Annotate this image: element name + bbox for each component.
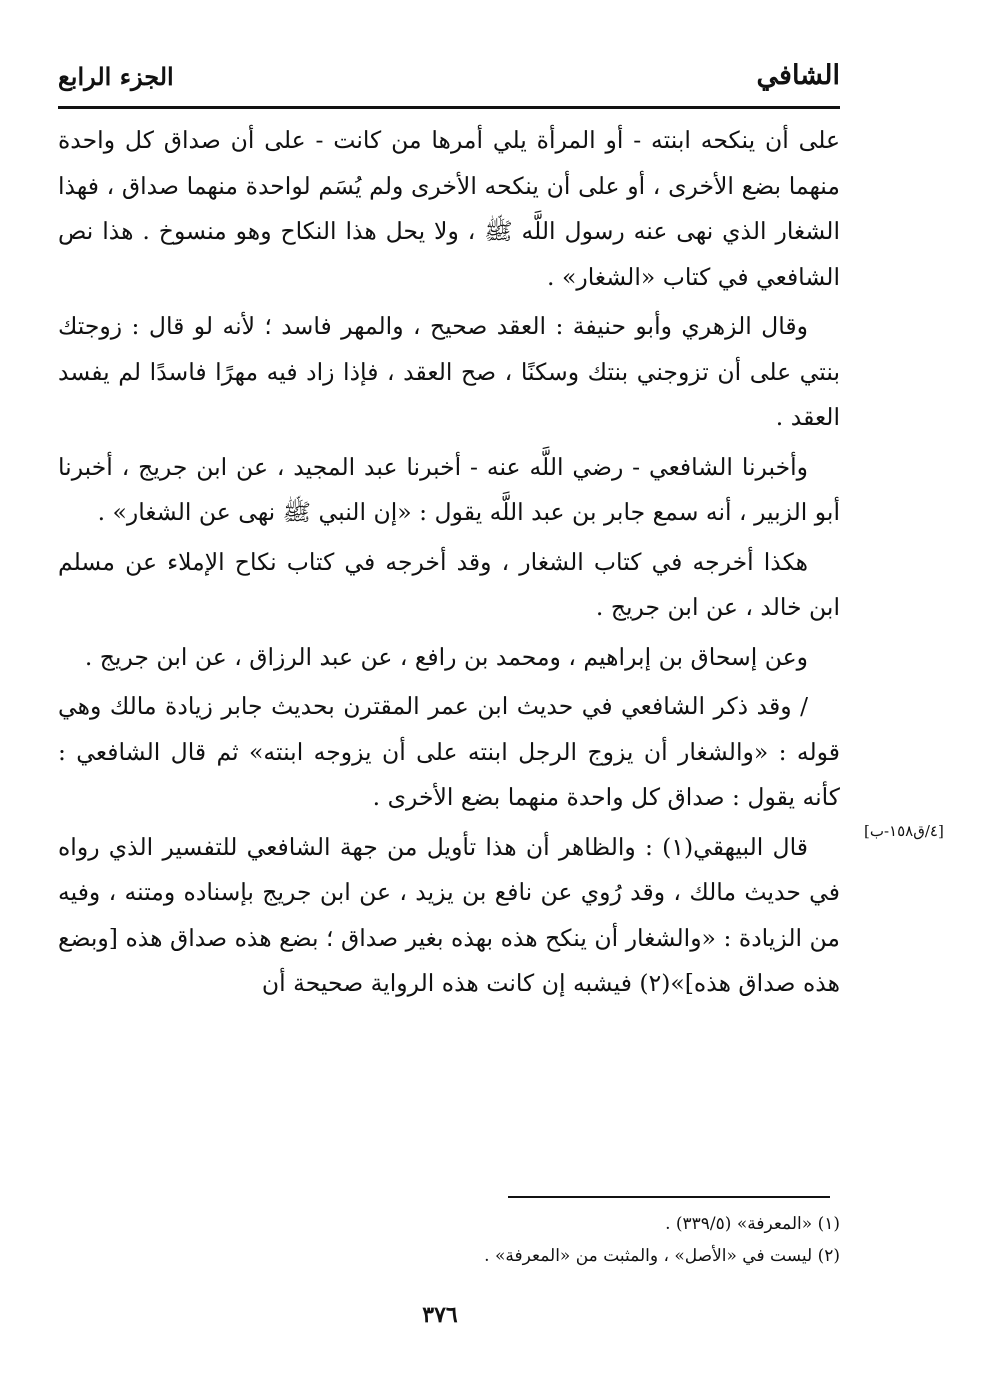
paragraph-3: وأخبرنا الشافعي - رضي اللَّه عنه - أخبرنا عبد المجيد ، عن ابن جريج ، أخبرنا أبو الزبير ، أنه سمع جابر بن عبد اللَّه يقول : «إن النبي ﷺ نهى عن الشغار» .	[58, 452, 840, 526]
footnote-1: (١) «المعرفة» (٣٣٩/٥) .	[665, 1214, 840, 1234]
paragraph-6: / وقد ذكر الشافعي في حديث ابن عمر المقترن بحديث جابر زيادة مالك وهي قوله : «والشغار أن يزوج الرجل ابنته على أن يزوجه ابنته» ثم قال الشافعي : كأنه يقول : صداق كل واحدة منهما بضع الأخرى .	[58, 692, 840, 811]
footnote-2: (٢) ليست في «الأصل» ، والمثبت من «المعرفة» .	[484, 1246, 840, 1266]
part-label: الجزء الرابع	[58, 62, 174, 91]
paragraph-7: قال البيهقي(١) : والظاهر أن هذا تأويل من جهة الشافعي للتفسير الذي رواه في حديث مالك ، وقد رُوي عن نافع بن يزيد ، عن ابن جريج بإسناده ومتنه ، وفيه من الزيادة : «والشغار أن ينكح هذه بهذه بغير صداق ؛ بضع هذه صداق هذه [وبضع هذه صداق هذه]»(٢) فيشبه إن كانت هذه الرواية صحيحة أن	[58, 832, 840, 997]
main-text	[58, 118, 840, 1007]
paragraph-4: هكذا أخرجه في كتاب الشغار ، وقد أخرجه في كتاب نكاح الإملاء عن مسلم ابن خالد ، عن ابن جريج .	[58, 547, 840, 621]
page-number: ٣٧٦	[422, 1302, 458, 1328]
running-header	[58, 52, 840, 112]
manuscript-folio-reference: [٤/ق١٥٨-ب]	[864, 822, 944, 840]
footnotes	[58, 1208, 840, 1272]
paragraph-2: وقال الزهري وأبو حنيفة : العقد صحيح ، والمهر فاسد ؛ لأنه لو قال : زوجتك بنتي على أن تزوجني بنتك وسكنًا ، صح العقد ، فإذا زاد فيه مهرًا فاسدًا لم يفسد العقد .	[58, 312, 840, 431]
footnote-rule	[508, 1196, 830, 1198]
paragraph-1: على أن ينكحه ابنته - أو المرأة يلي أمرها من كانت - على أن صداق كل واحدة منهما بضع الأخرى ، أو على أن ينكحه الأخرى ولم يُسَم لواحدة منهما صداق ، فهذا الشغار الذي نهى عنه رسول اللَّه ﷺ ، ولا يحل هذا النكاح وهو منسوخ . هذا نص الشافعي في كتاب «الشغار» .	[58, 126, 840, 291]
paragraph-5: وعن إسحاق بن إبراهيم ، ومحمد بن رافع ، عن عبد الرزاق ، عن ابن جريج .	[84, 642, 808, 671]
book-title: الشافي	[756, 60, 840, 91]
header-rule	[58, 106, 840, 109]
